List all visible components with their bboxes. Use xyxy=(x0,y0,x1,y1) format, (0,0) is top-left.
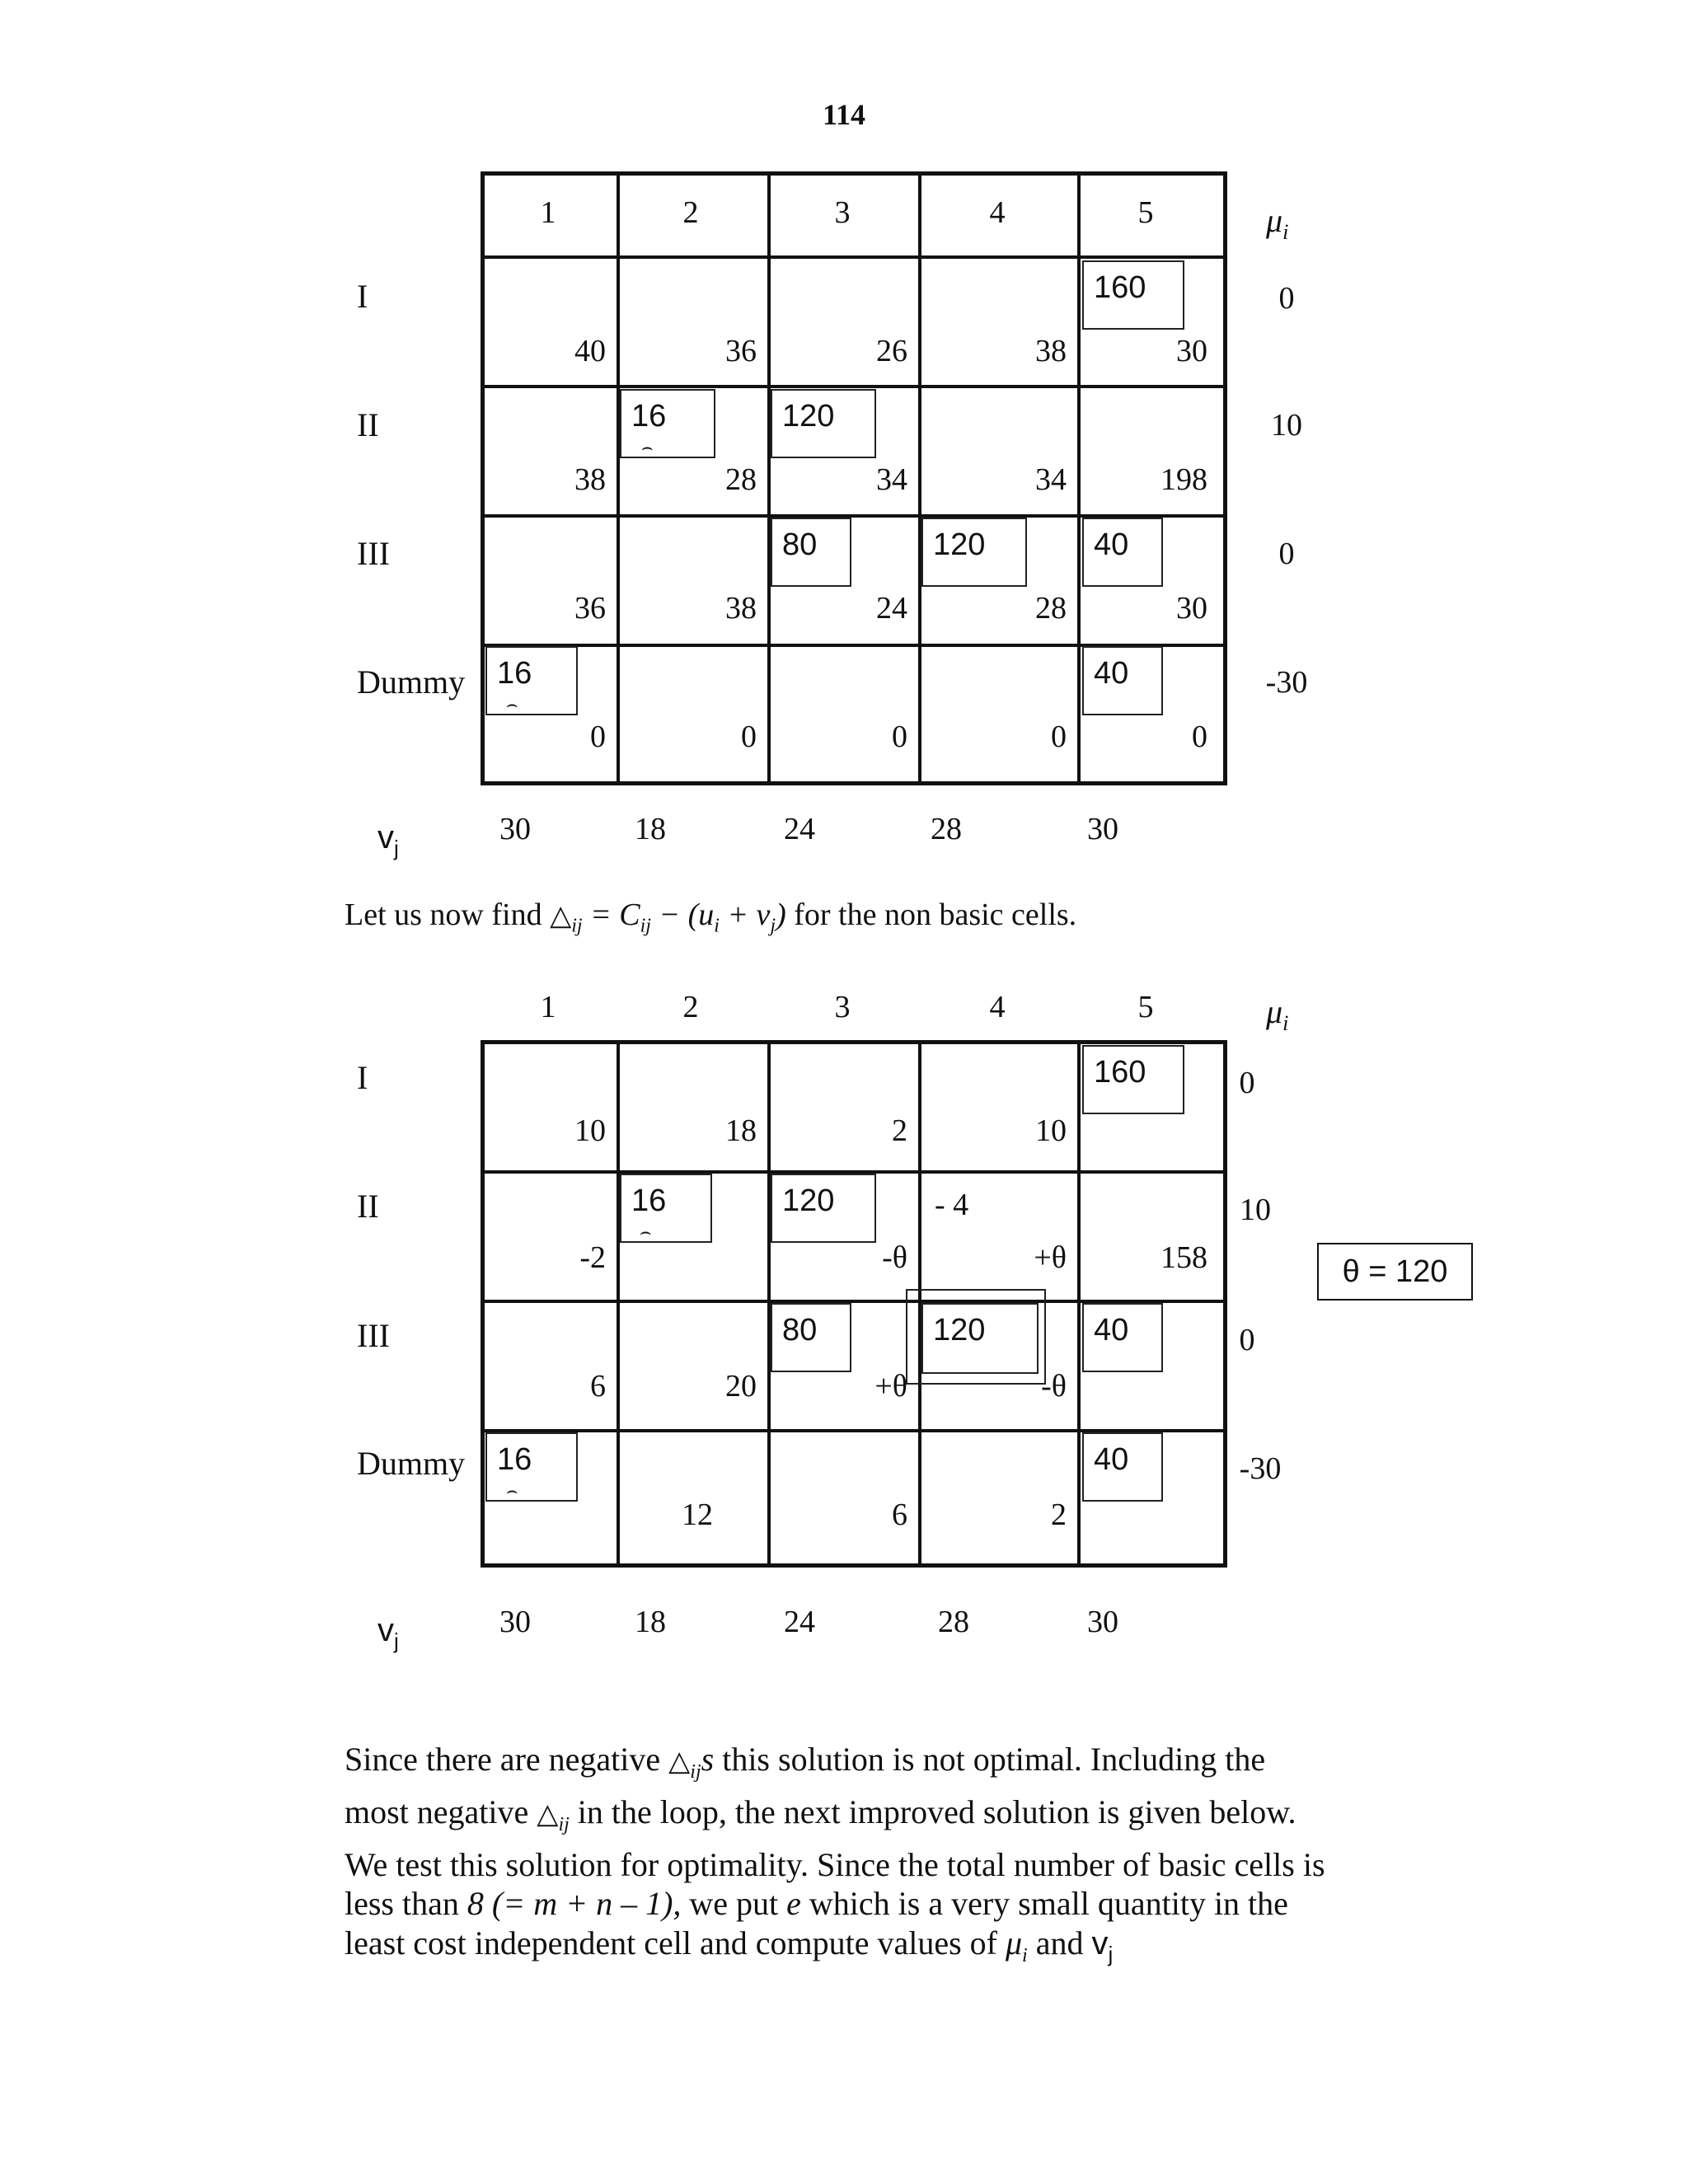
table2-row-header: II xyxy=(357,1188,379,1225)
delta-cell: 10 xyxy=(574,1113,606,1148)
table1-col-divider xyxy=(617,171,620,785)
cost-cell: 24 xyxy=(876,591,907,626)
cost-cell: 0 xyxy=(892,719,907,754)
delta-cell: 2 xyxy=(1051,1497,1067,1532)
delta-cell: 18 xyxy=(725,1113,757,1148)
cost-cell: 0 xyxy=(741,719,757,754)
vj-label: $v_j$ xyxy=(377,1612,399,1653)
tick-mark: ⌢ xyxy=(640,1221,652,1242)
table1-col-divider xyxy=(918,171,921,785)
mu-value: -30 xyxy=(1239,1451,1282,1486)
table1-col-header: 2 xyxy=(682,195,699,230)
cost-cell: 36 xyxy=(725,334,757,368)
table2-col-header: 2 xyxy=(682,990,699,1024)
vj-value: 24 xyxy=(784,812,815,846)
table1-row-header: I xyxy=(357,278,368,315)
table1-row-header: II xyxy=(357,406,379,443)
table1-row-header: Dummy xyxy=(357,663,466,701)
delta-cell: 6 xyxy=(590,1369,606,1404)
allocation-box: 120 xyxy=(771,1174,876,1243)
cost-cell: 30 xyxy=(1176,334,1207,368)
vj-value: 28 xyxy=(938,1605,969,1639)
vj-value: 24 xyxy=(784,1605,815,1639)
cost-cell: 38 xyxy=(725,591,757,626)
cost-cell: 0 xyxy=(1192,719,1207,754)
table1-row-divider xyxy=(481,385,1227,388)
vj-value: 30 xyxy=(1087,1605,1118,1639)
mu-value: 10 xyxy=(1240,1193,1271,1227)
table1-col-header: 5 xyxy=(1137,195,1154,230)
vj-label: $v_j$ xyxy=(377,819,399,860)
allocation-box: 120 xyxy=(921,518,1027,587)
cost-cell: 30 xyxy=(1176,591,1207,626)
table1-row-header: III xyxy=(357,535,390,572)
allocation-box: 16 xyxy=(620,1174,712,1243)
delta-cell: 6 xyxy=(892,1497,907,1532)
allocation-box: 80 xyxy=(771,1303,851,1372)
tick-mark: ⌢ xyxy=(506,694,518,715)
delta-cell: 20 xyxy=(725,1369,757,1404)
vj-value: 28 xyxy=(931,812,962,846)
vj-value: 30 xyxy=(499,812,531,846)
table2-col-header: 3 xyxy=(834,990,851,1024)
middle-sentence: Let us now find $\triangle_{ij} = C_{ij} - (u_i + v_j)$ for the non basic cells. xyxy=(345,898,1077,937)
page-number: 114 xyxy=(822,98,865,131)
mu-value: 0 xyxy=(1239,1066,1255,1100)
table1-col-header: 1 xyxy=(540,195,556,230)
vj-value: 18 xyxy=(635,812,666,846)
table2-row-header: III xyxy=(357,1317,390,1354)
allocation-box: 40 xyxy=(1082,1432,1163,1502)
mu-value: 10 xyxy=(1271,408,1302,443)
mu-value: 0 xyxy=(1278,537,1295,571)
delta-cell: 10 xyxy=(1035,1113,1067,1148)
table2-col-header: 4 xyxy=(989,990,1006,1024)
allocation-box: 40 xyxy=(1082,1303,1163,1372)
tick-mark: ⌢ xyxy=(641,437,654,457)
table2-col-divider xyxy=(617,1040,620,1568)
allocation-box: 120 xyxy=(921,1303,1039,1374)
table2-row-header: I xyxy=(357,1059,368,1096)
allocation-box: 160 xyxy=(1082,1045,1184,1114)
mu-header: $\mu_i$ xyxy=(1266,202,1289,244)
cost-cell: 28 xyxy=(1035,591,1067,626)
theta-mark: +θ xyxy=(1034,1240,1067,1275)
cost-cell: 38 xyxy=(574,462,606,497)
tick-mark: ⌢ xyxy=(506,1480,518,1501)
delta-cell: 158 xyxy=(1160,1240,1207,1275)
mu-value: 0 xyxy=(1239,1323,1255,1357)
cost-cell: 38 xyxy=(1035,334,1067,368)
table2-col-header: 1 xyxy=(540,990,556,1024)
allocation-box: 120 xyxy=(771,389,876,458)
delta-cell: 12 xyxy=(682,1497,713,1532)
table1-col-header: 3 xyxy=(834,195,851,230)
cost-cell: 28 xyxy=(725,462,757,497)
paragraph-line-5: least cost independent cell and compute values of $\mu_i$ and $v_j$ xyxy=(345,1924,1114,1966)
table2-col-header: 5 xyxy=(1137,990,1154,1024)
vj-value: 30 xyxy=(499,1605,531,1639)
cost-cell: 0 xyxy=(1051,719,1067,754)
table1-row-divider xyxy=(481,255,1227,259)
cost-cell: 34 xyxy=(876,462,907,497)
allocation-box: 160 xyxy=(1082,260,1184,330)
cost-cell: 40 xyxy=(574,334,606,368)
table1-col-divider xyxy=(767,171,771,785)
allocation-box: 16 xyxy=(485,1432,578,1502)
theta-mark: -θ xyxy=(1041,1369,1067,1404)
mu-header: $\mu_i$ xyxy=(1266,993,1289,1035)
vj-value: 18 xyxy=(635,1605,666,1639)
allocation-box: 40 xyxy=(1082,518,1163,587)
delta-cell: -2 xyxy=(579,1240,606,1275)
vj-value: 30 xyxy=(1087,812,1118,846)
cost-cell: 198 xyxy=(1160,462,1207,497)
delta-cell: - 4 xyxy=(935,1188,969,1222)
table1-col-header: 4 xyxy=(989,195,1006,230)
allocation-box: 40 xyxy=(1082,646,1163,715)
theta-mark: -θ xyxy=(882,1240,907,1275)
cost-cell: 34 xyxy=(1035,462,1067,497)
table2-col-divider xyxy=(1077,1040,1081,1568)
mu-value: -30 xyxy=(1265,665,1308,700)
table2-row-header: Dummy xyxy=(357,1445,466,1482)
allocation-box: 80 xyxy=(771,518,851,587)
allocation-box: 16 xyxy=(620,389,715,458)
theta-value-box: θ = 120 xyxy=(1317,1243,1473,1301)
paragraph-line-2: most negative $\triangle_{ij}$ in the loop, the next improved solution is given below. xyxy=(345,1793,1296,1835)
delta-cell: 2 xyxy=(892,1113,907,1148)
cost-cell: 26 xyxy=(876,334,907,368)
theta-mark: +θ xyxy=(874,1369,907,1404)
paragraph-line-1: Since there are negative $\triangle_{ij}s$ this solution is not optimal. Including the xyxy=(345,1741,1266,1783)
mu-value: 0 xyxy=(1278,281,1295,316)
table1-col-divider xyxy=(1077,171,1081,785)
cost-cell: 36 xyxy=(574,591,606,626)
paragraph-line-4: less than 8 (= m + n – 1), we put e which is a very small quantity in the xyxy=(345,1885,1288,1922)
allocation-box: 16 xyxy=(485,646,578,715)
cost-cell: 0 xyxy=(590,719,606,754)
paragraph-line-3: We test this solution for optimality. Since the total number of basic cells is xyxy=(345,1846,1325,1883)
